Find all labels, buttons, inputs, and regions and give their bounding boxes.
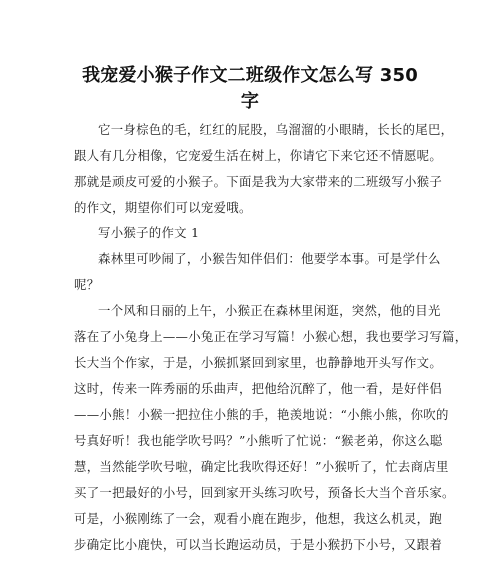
- body-line-6: 森林里可吵闹了，小猴告知伴侣们：他要学本事。可是学什么: [98, 251, 441, 266]
- document-title-line-2: 字: [240, 91, 260, 112]
- body-line-1: 它一身棕色的毛，红红的屁股，乌溜溜的小眼睛，长长的尾巴，: [98, 122, 454, 137]
- body-line-12: ——小熊！小猴一把拉住小熊的手，艳羡地说：“小熊小熊，你吹的: [74, 407, 449, 422]
- body-line-13: 号真好听！我也能学吹号吗？”小熊听了忙说：“猴老弟，你这么聪: [74, 433, 443, 448]
- body-line-16: 可是，小猴刚练了一会，观看小鹿在跑步，他想，我这么机灵，跑: [74, 511, 443, 526]
- document-title-line-1: 我宠爱小猴子作文二班级作文怎么写 350: [82, 65, 418, 86]
- body-line-11: 这时，传来一阵秀丽的乐曲声，把他给沉醉了，他一看，是好伴侣: [74, 381, 443, 396]
- body-line-7: 呢？: [74, 277, 100, 292]
- body-line-3: 那就是顽皮可爱的小猴子。下面是我为大家带来的二班级写小猴子: [74, 174, 443, 189]
- body-line-17: 步确定比小鹿快，可以当长跑运动员，于是小猴扔下小号，又跟着: [74, 537, 443, 552]
- section-heading: 写小猴子的作文 1: [98, 225, 200, 240]
- body-line-8: 一个风和日丽的上午，小猴正在森林里闲逛，突然，他的目光: [98, 303, 441, 318]
- body-line-10: 长大当个作家，于是，小猴抓紧回到家里，也静静地开头写作文。: [74, 355, 443, 370]
- body-line-4: 的作文，期望你们可以宠爱哦。: [74, 200, 252, 215]
- body-line-14: 慧，当然能学吹号啦，确定比我吹得还好！”小猴听了，忙去商店里: [74, 459, 449, 474]
- body-line-9: 落在了小兔身上——小兔正在学习写篇！小猴心想，我也要学习写篇，: [74, 329, 468, 344]
- body-line-2: 跟人有几分相像，它宠爱生活在树上，你请它下来它还不情愿呢。: [74, 148, 443, 163]
- body-line-15: 买了一把最好的小号，回到家开头练习吹号，预备长大当个音乐家。: [74, 485, 455, 500]
